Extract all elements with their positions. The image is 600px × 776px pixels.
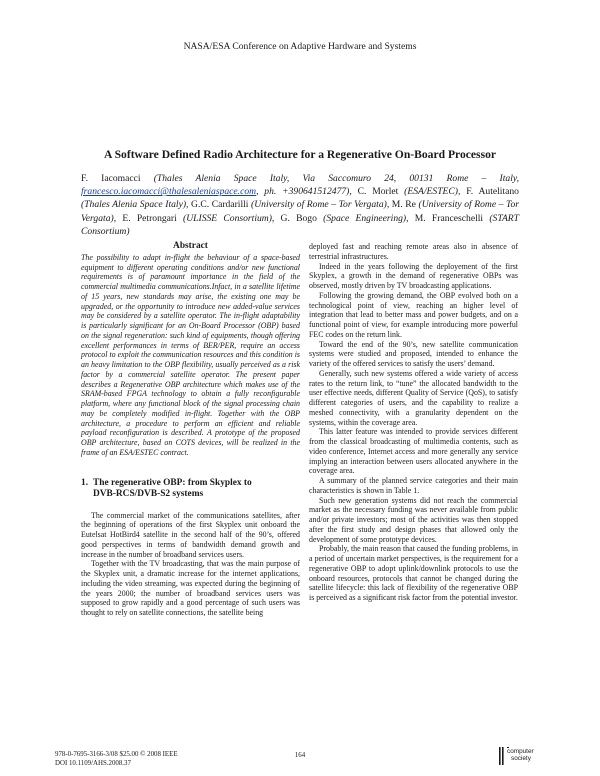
page-number: 164 xyxy=(294,752,306,759)
section-title-line1: The regenerative OBP: from Skyplex to xyxy=(93,477,252,488)
computer-society-logo xyxy=(497,744,545,768)
author-affiliation: (ULISSE Consortium) xyxy=(183,212,272,224)
logo-text-line2: society xyxy=(511,754,531,762)
body-paragraph: Together with the TV broadcasting, that was the main purpose of the Skyplex unit, a dramatic increase for the internet applications, including the video streaming, was expected during the beginning of the years 2000; the number of broadband services users was supposed to grow rapidly and a good percentage of such users was thought to rely on satellite connections, the satellite being xyxy=(81,559,300,617)
author-email-link[interactable]: francesco.iacomacci@thalesaleniaspace.com xyxy=(81,186,257,198)
author-affiliation: (University of Rome – Tor Vergata) xyxy=(81,199,520,224)
section-number: 1. xyxy=(81,477,89,488)
section-title-line2: DVB-RCS/DVB-S2 systems xyxy=(93,488,204,499)
body-paragraph: Toward the end of the 90’s, new satellite communication systems were studied and proposed, intended to enhance the variety of the offered services to satisfy the users’ demand. xyxy=(309,339,518,368)
isbn-line: 978-0-7695-3166-3/08 $25.00 © 2008 IEEE xyxy=(55,751,178,758)
abstract-heading: Abstract xyxy=(173,241,208,251)
body-paragraph: Generally, such new systems offered a wide variety of access rates to the return link, to “tune” the allocated bandwidth to the user effective needs, different Quality of Service (QoS), to satisfy different categories of users, and the capability to realize a meshed connectivity, with a granularity dependent on the systems, within the coverage area. xyxy=(309,368,518,427)
author-affiliation: (ESA/ESTEC) xyxy=(404,186,458,198)
body-paragraph: Indeed in the years following the deployement of the first Skyplex, a growth in the demand of regenerative OBPs was observed, mostly driven by TV broadcasting applications. xyxy=(309,261,518,290)
author-phone: , ph. +390641512477) xyxy=(256,186,350,198)
author-name: , E. Petrongari xyxy=(113,212,184,224)
author-name: , G. Bogo xyxy=(271,212,324,224)
author-affiliation: (START Consortium) xyxy=(81,212,519,237)
body-paragraph: Probably, the main reason that caused the funding problems, in a period of uncertain market perspectives, is the requirement for a regenerative OBP to adopt uplink/downlink protocols to use the onboard resources, protocols that cannot be changed during the satellite lifecycle: this lack of flexibility of the regenerative OBP is perceived as a significant risk factor from the potential investor. xyxy=(309,544,518,602)
author-name: F. Iacomacci xyxy=(81,173,154,184)
conference-header: NASA/ESA Conference on Adaptive Hardware and Systems xyxy=(183,41,417,52)
body-paragraph: deployed fast and reaching remote areas also in absence of terrestrial infrastructures. xyxy=(309,242,518,261)
body-paragraph: This latter feature was intended to provide services different from the classical broadcasting of multimedia contents, such as video conference, Internet access and more generally any service implying an interaction between users allocated anywhere in the coverage area. xyxy=(309,427,518,476)
body-paragraph: A summary of the planned service categories and their main characteristics is shown in Table 1. xyxy=(309,476,518,495)
section-heading xyxy=(81,478,300,500)
abstract-text: The possibility to adapt in-flight the behaviour of a space-based equipment to different operating conditions and/or new functional requirements is of paramount importance in the field of the commercial multimedia communications.Infact, in a satellite lifetime of 15 years, new standards may arise, the existing one may be upgraded, or the opportunity to introduce new added-value services may be considered by a satellite operator. The in-flight adaptability is particularly significant for an On-Board Processor (OBP) based on the signal regeneration: such kind of equipments, though offering excellent performances in terms of BER/PER, require an access protocol to exploit the communication resources and this condition is an heavy limitation to the OBP flexibility, usually perceived as a risk factor by a commercial satellite operator. The present paper describes a Regenerative OBP architecture which makes use of the SRAM-based FPGA technology to obtain a fully reconfigurable platform, where any functional block of the signal processing chain may be completely modified in-flight. Together with the OBP architecture, a procedure to perform an efficient and reliable payload reconfiguration is described. A prototype of the proposed OBP architecture, based on COTS devices, will be realized in the frame of an ESA/ESTEC contract. xyxy=(81,252,300,457)
author-affiliation: (University of Rome – Tor Vergata) xyxy=(251,199,387,211)
author-name: , M. Franceschelli xyxy=(406,212,490,224)
author-affiliation: (Thales Alenia Space Italy, Via Saccomuro 24, 00131 Rome – Italy, xyxy=(153,173,519,184)
body-paragraph: Such new generation systems did not reach the commercial market as the necessary funding was never available from public and/or private investors; most of the activities was then stopped after the first study and design phases that allowed only the development of some prototype devices. xyxy=(309,495,518,544)
left-column xyxy=(81,242,300,618)
author-name: , F. Autelitano xyxy=(457,186,519,198)
doi-line: DOI 10.1109/AHS.2008.37 xyxy=(55,759,131,767)
body-paragraph: The commercial market of the communications satellites, after the beginning of operations of the first Skyplex unit onboard the Eutelsat HotBird4 satellite in the second half of the 90’s, offered good perspectives in terms of bandwidth demand growth and increase in the number of broadband services users. xyxy=(81,510,300,559)
author-block xyxy=(81,172,519,238)
paper-title: A Software Defined Radio Architecture for a Regenerative On-Board Processor xyxy=(103,148,497,161)
logo-text-line1: computer xyxy=(507,748,534,755)
body-paragraph: Following the growing demand, the OBP evolved both on a technological point of view, reaching an higher level of integration that lead to better mass and power budgets, and on a functional point of view, for example introducing more powerful FEC codes on the return link. xyxy=(309,290,518,339)
right-column xyxy=(309,242,518,603)
author-name: , G.C. Cardarilli xyxy=(186,199,252,211)
author-affiliation: (Space Engineering) xyxy=(323,212,407,224)
author-affiliation: (Thales Alenia Space Italy) xyxy=(81,199,187,211)
logo-text xyxy=(507,749,534,762)
author-name: , M. Re xyxy=(386,199,419,211)
author-name: , C. Morlet xyxy=(349,186,405,198)
